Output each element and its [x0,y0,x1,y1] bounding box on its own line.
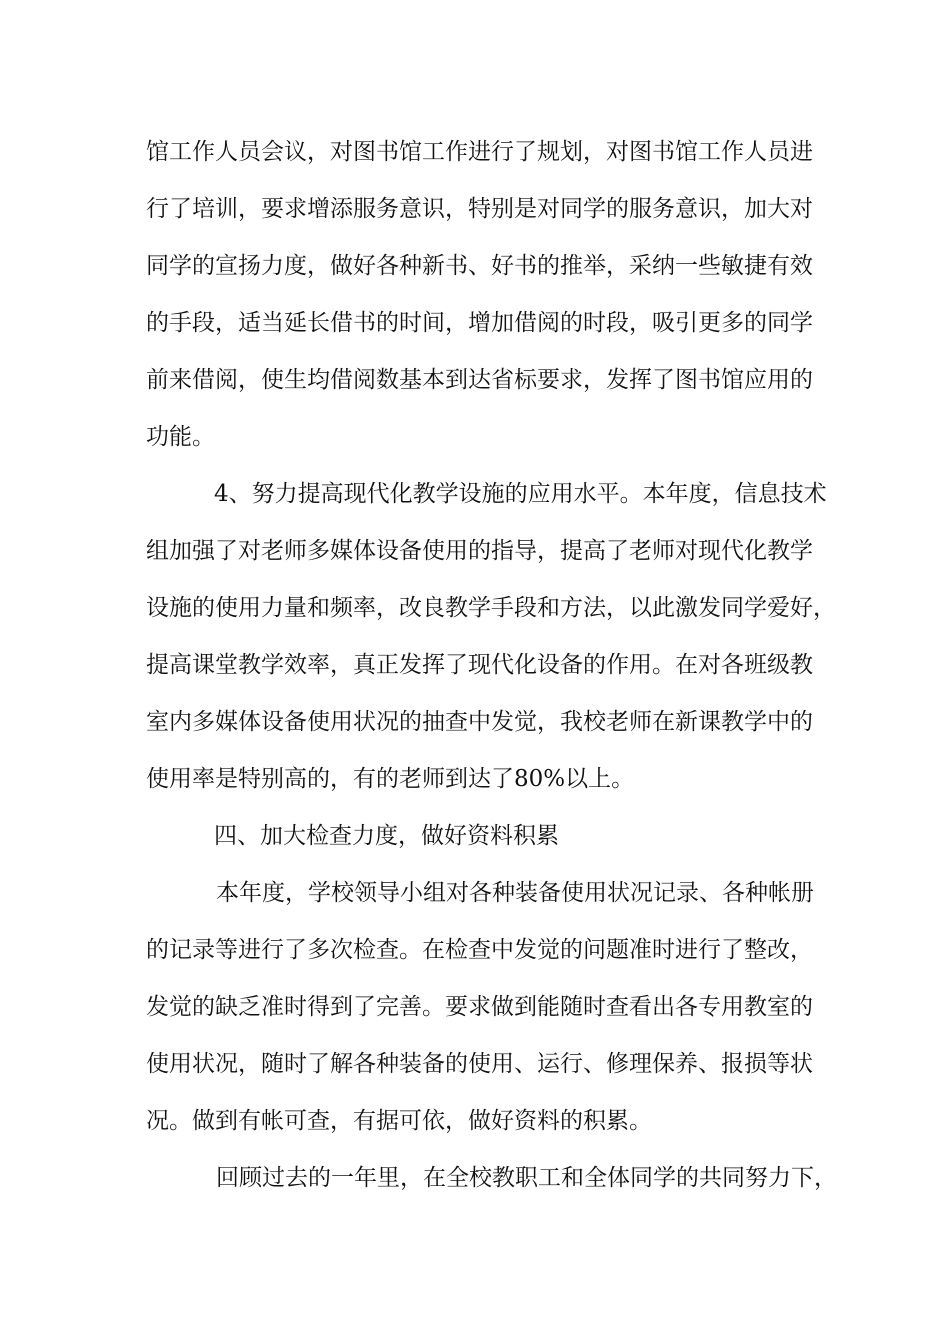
paragraph-start-line: 4、努力提高现代化教学设施的应用水平。本年度，信息技术 [214,481,827,507]
text-line: 提高课堂教学效率，真正发挥了现代化设备的作用。在对各班级教 [146,652,813,678]
text-line: 发觉的缺乏准时得到了完善。要求做到能随时查看出各专用教室的 [146,994,813,1020]
paragraph-start-line: 回顾过去的一年里，在全校教职工和全体同学的共同努力下， [216,1165,837,1191]
text-line: 前来借阅，使生均借阅数基本到达省标要求，发挥了图书馆应用的 [146,367,813,393]
text-line: 的记录等进行了多次检查。在检查中发觉的问题准时进行了整改， [146,937,813,963]
text-line: 室内多媒体设备使用状况的抽查中发觉，我校老师在新课教学中的 [146,709,813,735]
text-line: 设施的使用力量和频率，改良教学手段和方法，以此激发同学爱好， [146,595,836,621]
text-line: 组加强了对老师多媒体设备使用的指导，提高了老师对现代化教学 [146,538,813,564]
text-line: 况。做到有帐可查，有据可依，做好资料的积累。 [146,1108,652,1134]
text-line: 行了培训，要求增添服务意识，特别是对同学的服务意识，加大对 [146,196,813,222]
text-line: 馆工作人员会议，对图书馆工作进行了规划，对图书馆工作人员进 [146,139,813,165]
text-line: 使用状况，随时了解各种装备的使用、运行、修理保养、报损等状 [146,1051,813,1077]
section-heading: 四、加大检查力度，做好资料积累 [214,823,559,849]
text-line: 使用率是特别高的，有的老师到达了80%以上。 [146,766,635,792]
text-line: 的手段，适当延长借书的时间，增加借阅的时段，吸引更多的同学 [146,310,813,336]
text-line: 功能。 [146,424,215,450]
text-line: 同学的宣扬力度，做好各种新书、好书的推举，采纳一些敏捷有效 [146,253,813,279]
paragraph-start-line: 本年度，学校领导小组对各种装备使用状况记录、各种帐册 [216,880,814,906]
